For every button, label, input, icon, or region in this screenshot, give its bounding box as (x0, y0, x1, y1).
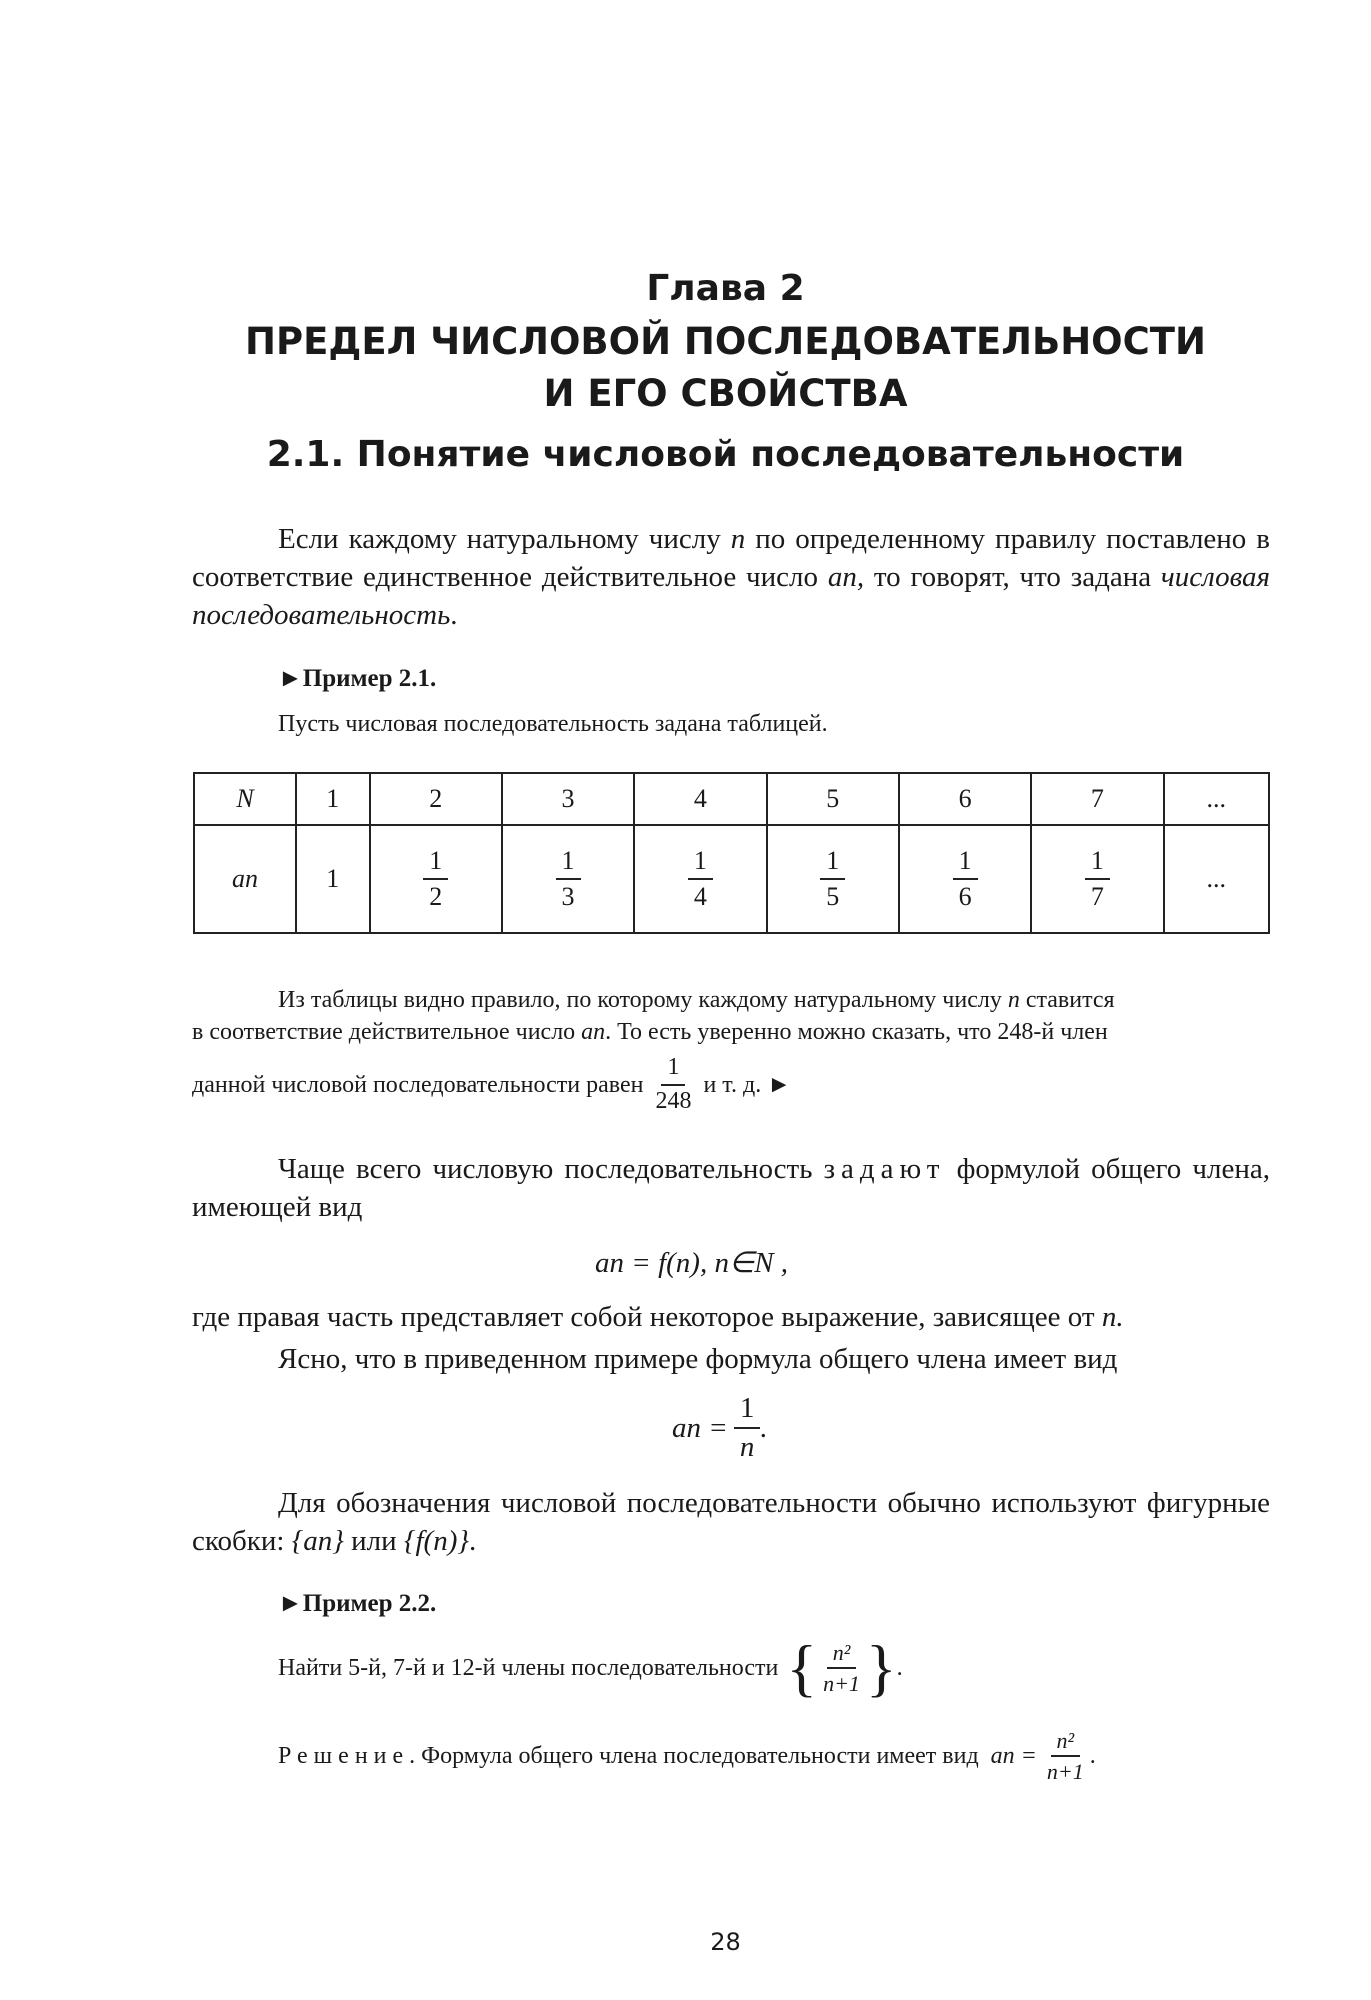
fraction (820, 846, 845, 912)
formula-an-1-over-n (672, 1392, 768, 1465)
table-cell: 1 (296, 825, 370, 933)
text: данной числовой последовательности равен (192, 1071, 644, 1098)
numerator: 1 (820, 846, 845, 880)
denominator: 6 (958, 882, 972, 911)
intro-text: Если каждому натуральному числу (278, 523, 731, 555)
numerator: 1 (423, 846, 448, 880)
defined-term: числовая последовательность (192, 561, 1270, 631)
table-cell: 4 (634, 773, 766, 825)
table-cell (502, 825, 634, 933)
text: . Формула общего члена последовательности имеет вид (409, 1743, 979, 1770)
denominator: 4 (693, 882, 707, 911)
fraction (423, 846, 448, 912)
text: . (1089, 1743, 1096, 1770)
formula-dot: . (760, 1411, 768, 1444)
fraction (1085, 846, 1110, 912)
notation-an: {an} (291, 1525, 344, 1557)
formula-lhs: an = (672, 1411, 728, 1444)
formula-general-term: an = f(n), n∈N , (595, 1247, 789, 1279)
text: . (896, 1655, 903, 1681)
text: формулой общего члена, имеющей вид (192, 1153, 1270, 1223)
table-row (194, 773, 1269, 825)
var-n: n (1007, 987, 1020, 1013)
text: Чаще всего числовую последовательность (278, 1153, 824, 1185)
text: Из таблицы видно правило, по которому каждому натуральному числу (278, 987, 1008, 1013)
table-cell: 6 (899, 773, 1031, 825)
table-cell (767, 825, 899, 933)
section-title: 2.1. Понятие числовой последовательности (266, 434, 1185, 475)
fraction (1041, 1728, 1090, 1785)
table-header-cell: N (194, 773, 296, 825)
table-explanation-line1 (278, 984, 1115, 1016)
table-cell (634, 825, 766, 933)
text: . То есть уверенно можно сказать, что 248-й член (605, 1019, 1108, 1045)
fraction (734, 1392, 761, 1465)
table-cell: 7 (1031, 773, 1163, 825)
denominator: n+1 (1046, 1759, 1084, 1785)
denominator: 3 (561, 882, 575, 911)
table-cell (370, 825, 502, 933)
intro-text: то говорят, что задана (864, 561, 1161, 593)
sequence-table (193, 772, 1270, 934)
table-cell: 5 (767, 773, 899, 825)
numerator: 1 (1085, 846, 1110, 880)
var-an: an, (827, 561, 865, 593)
text: ставится (1019, 987, 1115, 1013)
table-cell: ... (1164, 825, 1269, 933)
example-2-task (278, 1632, 903, 1703)
table-cell (1031, 825, 1163, 933)
numerator: 1 (661, 1054, 685, 1086)
text: и т. д. ► (703, 1071, 791, 1098)
example-2-solution (278, 1728, 1096, 1785)
paragraph-example-formula: Ясно, что в приведенном примере формула общего члена имеет вид (278, 1343, 1118, 1375)
text: где правая часть представляет собой некоторое выражение, зависящее от (192, 1301, 1102, 1333)
denominator: 248 (655, 1087, 692, 1114)
intro-paragraph (192, 520, 1270, 634)
left-brace-icon: { (786, 1632, 818, 1703)
chapter-title-line1: ПРЕДЕЛ ЧИСЛОВОЙ ПОСЛЕДОВАТЕЛЬНОСТИ (245, 320, 1206, 363)
numerator: n² (827, 1640, 857, 1669)
table-explanation-line2 (192, 1016, 1108, 1048)
table-cell (899, 825, 1031, 933)
page-number: 28 (710, 1928, 741, 1956)
general-formula-paragraph (192, 1150, 1270, 1226)
fraction (556, 846, 581, 912)
var-an: an (581, 1019, 606, 1045)
table-explanation-line3 (192, 1054, 791, 1115)
fraction (688, 846, 713, 912)
var-n: n. (1101, 1301, 1124, 1333)
example-1-text: Пусть числовая последовательность задана таблицей. (278, 711, 828, 737)
denominator: 7 (1090, 882, 1104, 911)
intro-text: по определенному правилу поставлено в соответствие единственное действительное число (192, 523, 1271, 593)
emphasized-word: задают (823, 1153, 946, 1185)
table-header-cell: an (194, 825, 296, 933)
braces-paragraph (192, 1484, 1270, 1560)
table-cell: 3 (502, 773, 634, 825)
solution-label: Решение (278, 1743, 410, 1770)
denominator: n (739, 1431, 755, 1464)
numerator: 1 (556, 846, 581, 880)
fraction (953, 846, 978, 912)
table-cell: 2 (370, 773, 502, 825)
example-1-heading: ►Пример 2.1. (278, 665, 437, 692)
table-cell: 1 (296, 773, 370, 825)
chapter-title-line2: И ЕГО СВОЙСТВА (543, 372, 908, 415)
example-2-heading: ►Пример 2.2. (278, 1590, 437, 1617)
text: . (468, 1525, 477, 1557)
table-row (194, 825, 1269, 933)
text: или (343, 1525, 404, 1557)
denominator: 5 (826, 882, 840, 911)
paragraph-right-side (192, 1298, 1270, 1336)
text: в соответствие действительное число (192, 1019, 582, 1045)
numerator: 1 (688, 846, 713, 880)
table-cell: ... (1164, 773, 1269, 825)
var-n: n (730, 523, 746, 555)
notation-fn: {f(n)} (403, 1525, 469, 1557)
formula-lhs: an = (990, 1743, 1037, 1770)
fraction-1-248 (649, 1054, 697, 1115)
fraction (817, 1640, 866, 1697)
chapter-label: Глава 2 (646, 268, 805, 309)
denominator: 2 (429, 882, 443, 911)
denominator: n+1 (823, 1671, 860, 1696)
intro-text: . (450, 599, 458, 631)
numerator: n² (1051, 1728, 1081, 1757)
numerator: 1 (953, 846, 978, 880)
numerator: 1 (734, 1392, 761, 1429)
right-brace-icon: } (865, 1632, 897, 1703)
text: Найти 5-й, 7-й и 12-й члены последовательности (278, 1655, 779, 1681)
text: Для обозначения числовой последовательности обычно используют фигурные скобки: (192, 1487, 1270, 1557)
